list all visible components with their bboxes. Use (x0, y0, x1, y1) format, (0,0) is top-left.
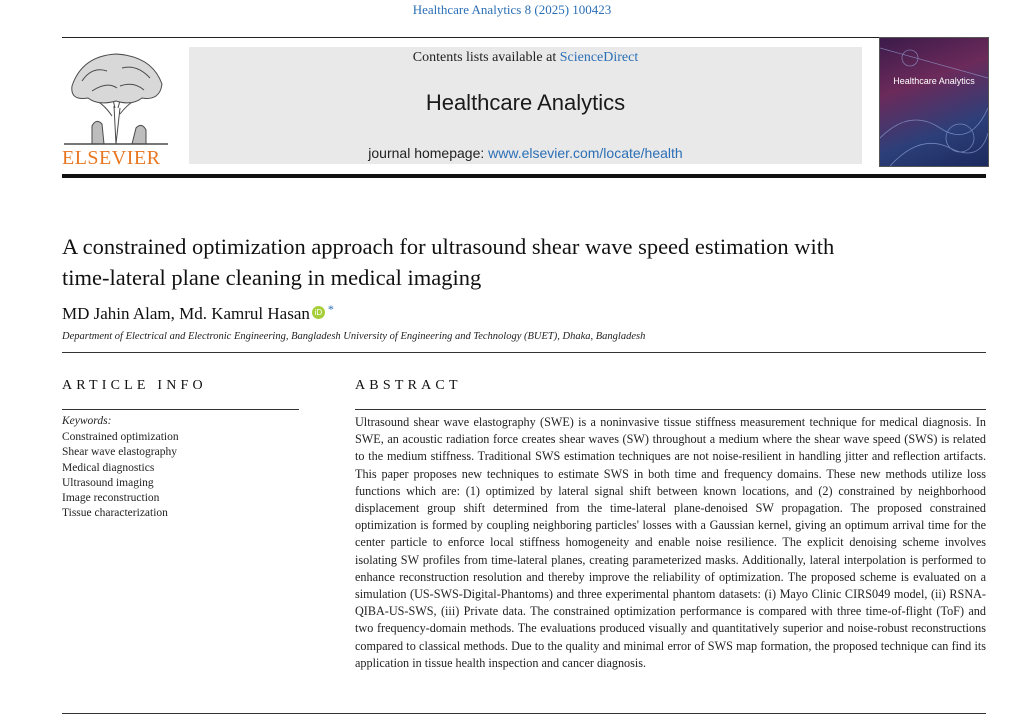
top-divider (62, 37, 986, 38)
paper-title: A constrained optimization approach for ultrasound shear wave speed estimation with time-lateral plane cleaning in medical imaging (62, 234, 835, 290)
journal-banner (189, 47, 862, 164)
header-divider (62, 174, 986, 178)
keyword-item: Ultrasound imaging (62, 476, 154, 489)
abstract-heading: ABSTRACT (355, 378, 462, 393)
keyword-item: Constrained optimization (62, 431, 179, 443)
article-info-divider (62, 409, 299, 410)
contents-prefix: Contents lists available at (412, 50, 560, 65)
homepage-link[interactable]: www.elsevier.com/locate/health (488, 145, 683, 161)
cover-title: Healthcare Analytics (893, 76, 975, 86)
journal-cover[interactable] (879, 37, 989, 167)
orcid-icon[interactable]: iD (312, 306, 325, 319)
author-line (62, 302, 334, 324)
cover-art-icon (880, 38, 988, 166)
contents-line (189, 50, 862, 66)
author-names: MD Jahin Alam, Md. Kamrul Hasan (62, 304, 310, 323)
journal-citation[interactable]: Healthcare Analytics 8 (2025) 100423 (412, 2, 612, 17)
abstract-text: Ultrasound shear wave elastography (SWE) is a noninvasive tissue stiffness measurement technique for medical diagnosis. In SWE, an acoustic radiation force creates shear waves (SW) throughout a medium where the shear wave speed (SWS) is related to the medium stiffness. Traditional SWS estimation techniques are not noise-resilient in handling jitter and reflection artifacts. This paper proposes new techniques to estimate SWS in both time and frequency domains. These new methods utilize loss functions which are: (1) optimized by lateral signal shift between known locations, and (2) constrained by neighborhood displacement group shift determined from the time-lateral plane-denoised SW propagation. The proposed constrained optimization is formed by coupling neighboring particles' losses with a Gaussian kernel, giving an optimum arrival time for the center particle to enforce local stiffness homogeneity and enable noise resilience. The explicit denoising scheme involves isolating SW profiles from time-lateral planes, creating parameterized masks. Additionally, lateral interpolation is performed to enhance reconstruction resolution and thereby improve the reliability of optimization. The proposed scheme is evaluated on a simulation (US-SWS-Digital-Phantoms) and three experimental phantom datasets: (i) Mayo Clinic CIRS049 model, (ii) RSNA-QIBA-US-SWS, (iii) Private data. The constrained optimization performance is compared with three time-of-flight (ToF) and two frequency-domain methods. The evaluations produced visually and quantitatively superior and noise-robust reconstructions compared to classical methods. Due to the quality and minimal error of SWS map formation, the proposed technique can find its application in tissue health inspection and cancer diagnosis. (355, 415, 986, 670)
homepage-prefix: journal homepage: (368, 145, 489, 161)
sciencedirect-link[interactable]: ScienceDirect (559, 50, 639, 65)
keyword-item: Image reconstruction (62, 492, 160, 505)
elsevier-logo (62, 46, 170, 169)
homepage-line (189, 145, 862, 161)
elsevier-tree-icon (62, 46, 170, 146)
keyword-item: Tissue characterization (62, 507, 168, 520)
corresponding-author-mark[interactable]: * (327, 302, 334, 316)
keyword-item: Shear wave elastography (62, 446, 177, 459)
affiliation-divider (62, 352, 986, 353)
keywords-label: Keywords: (62, 415, 112, 427)
affiliation: Department of Electrical and Electronic Engineering, Bangladesh University of Engineering and Technology (BUET), Dhaka, Bangladesh (62, 331, 646, 342)
article-info-heading: ARTICLE INFO (62, 378, 207, 393)
keywords-list (62, 430, 179, 522)
abstract-bottom-divider (62, 713, 986, 714)
keyword-item: Medical diagnostics (62, 461, 155, 474)
abstract-divider (355, 409, 986, 410)
journal-title: Healthcare Analytics (425, 90, 626, 115)
elsevier-wordmark: ELSEVIER (62, 147, 161, 169)
